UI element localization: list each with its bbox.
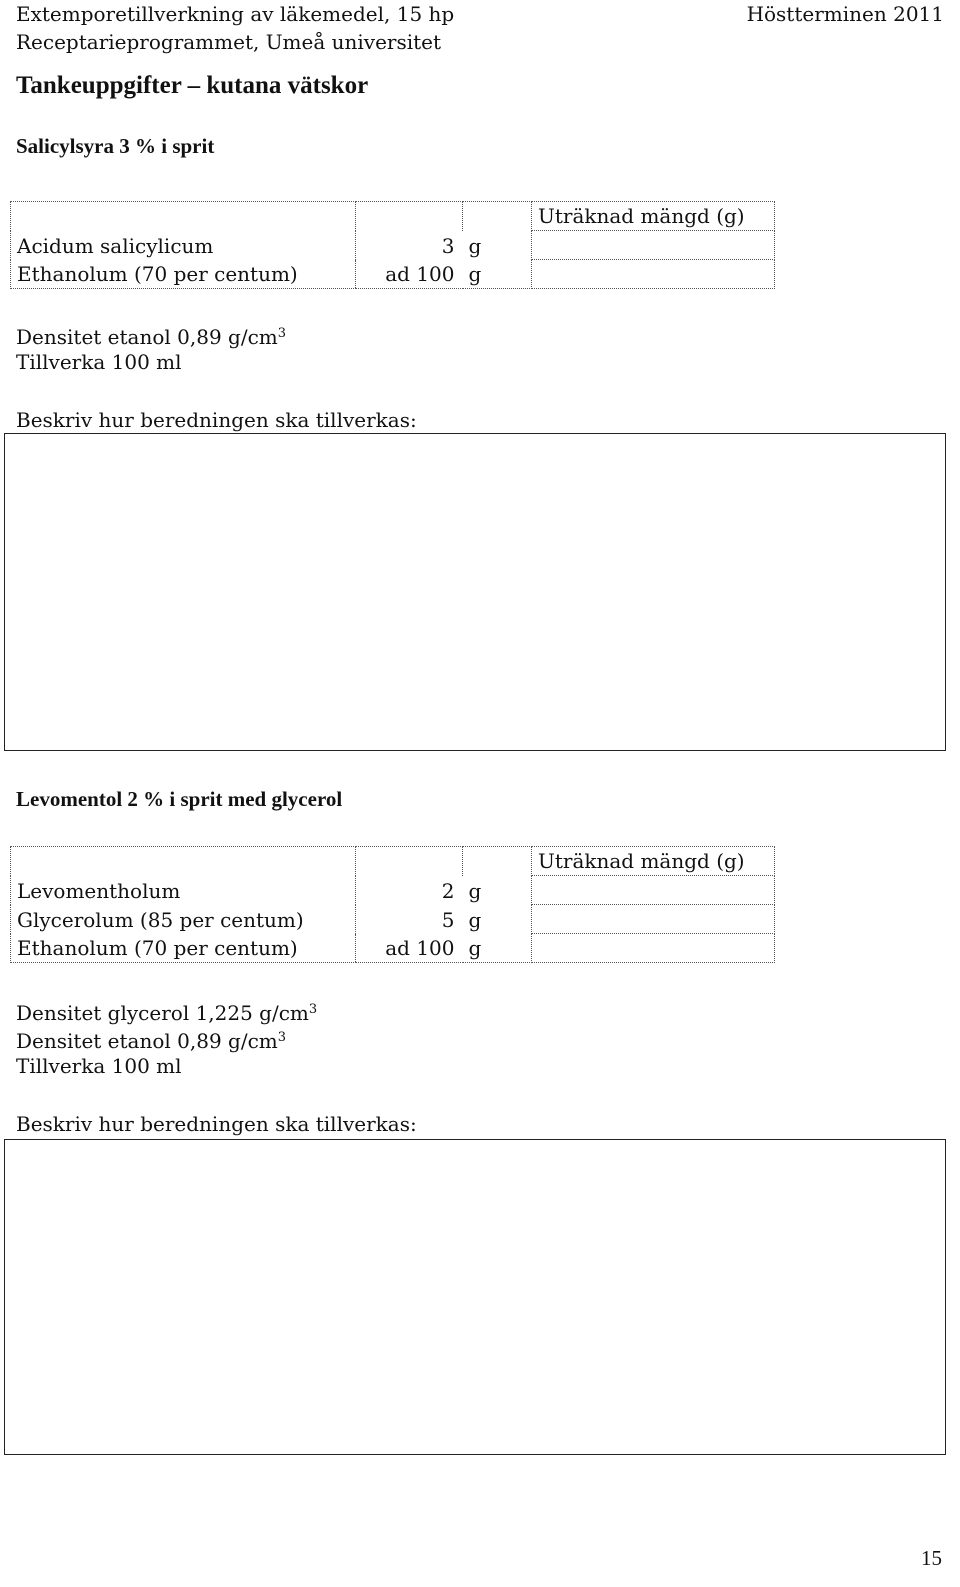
table-row [11, 260, 775, 289]
term-header: Höstterminen 2011 [746, 2, 944, 26]
density-text: Densitet etanol 0,89 g/cm [16, 1029, 278, 1053]
table-cell [356, 847, 463, 876]
table-row [11, 905, 775, 934]
course-header: Extemporetillverkning av läkemedel, 15 hp [16, 2, 455, 26]
description-prompt: Beskriv hur beredningen ska tillverkas: [16, 1112, 417, 1136]
production-note: Tillverka 100 ml [16, 1054, 182, 1078]
ingredient-unit: g [463, 934, 532, 963]
calc-column-header: Uträknad mängd (g) [532, 847, 775, 876]
table-row [11, 231, 775, 260]
density-note [16, 1024, 286, 1055]
calc-answer-cell[interactable] [532, 231, 775, 260]
page-title: Tankeuppgifter – kutana vätskor [16, 72, 369, 99]
table-cell [356, 202, 463, 231]
ingredient-amount: 2 [356, 876, 463, 905]
superscript: 3 [308, 1002, 318, 1017]
table-cell [11, 202, 356, 231]
ingredient-unit: g [463, 231, 532, 260]
calc-answer-cell[interactable] [532, 934, 775, 963]
table-cell [463, 847, 532, 876]
density-note [16, 996, 317, 1027]
calc-column-header: Uträknad mängd (g) [532, 202, 775, 231]
production-note: Tillverka 100 ml [16, 350, 182, 374]
ingredient-amount: 3 [356, 231, 463, 260]
table-header-row [11, 202, 775, 231]
description-answer-box[interactable] [4, 1139, 946, 1455]
superscript: 3 [277, 326, 287, 341]
table-row [11, 934, 775, 963]
ingredient-unit: g [463, 876, 532, 905]
ingredient-amount: ad 100 [356, 260, 463, 289]
ingredient-name: Glycerolum (85 per centum) [11, 905, 356, 934]
recipe-table [10, 201, 775, 289]
calc-answer-cell[interactable] [532, 260, 775, 289]
description-answer-box[interactable] [4, 433, 946, 751]
ingredient-name: Ethanolum (70 per centum) [11, 934, 356, 963]
density-text: Densitet glycerol 1,225 g/cm [16, 1001, 309, 1025]
section-heading: Levomentol 2 % i sprit med glycerol [16, 787, 343, 811]
superscript: 3 [277, 1030, 287, 1045]
ingredient-amount: ad 100 [356, 934, 463, 963]
density-note [16, 320, 286, 351]
table-cell [11, 847, 356, 876]
calc-answer-cell[interactable] [532, 905, 775, 934]
description-prompt: Beskriv hur beredningen ska tillverkas: [16, 408, 417, 432]
density-text: Densitet etanol 0,89 g/cm [16, 325, 278, 349]
ingredient-unit: g [463, 260, 532, 289]
ingredient-name: Ethanolum (70 per centum) [11, 260, 356, 289]
section-heading: Salicylsyra 3 % i sprit [16, 134, 215, 158]
ingredient-name: Acidum salicylicum [11, 231, 356, 260]
calc-answer-cell[interactable] [532, 876, 775, 905]
ingredient-unit: g [463, 905, 532, 934]
table-cell [463, 202, 532, 231]
table-header-row [11, 847, 775, 876]
recipe-table [10, 846, 775, 963]
page-number: 15 [921, 1546, 942, 1570]
ingredient-name: Levomentholum [11, 876, 356, 905]
program-header: Receptarieprogrammet, Umeå universitet [16, 30, 442, 54]
table-row [11, 876, 775, 905]
ingredient-amount: 5 [356, 905, 463, 934]
